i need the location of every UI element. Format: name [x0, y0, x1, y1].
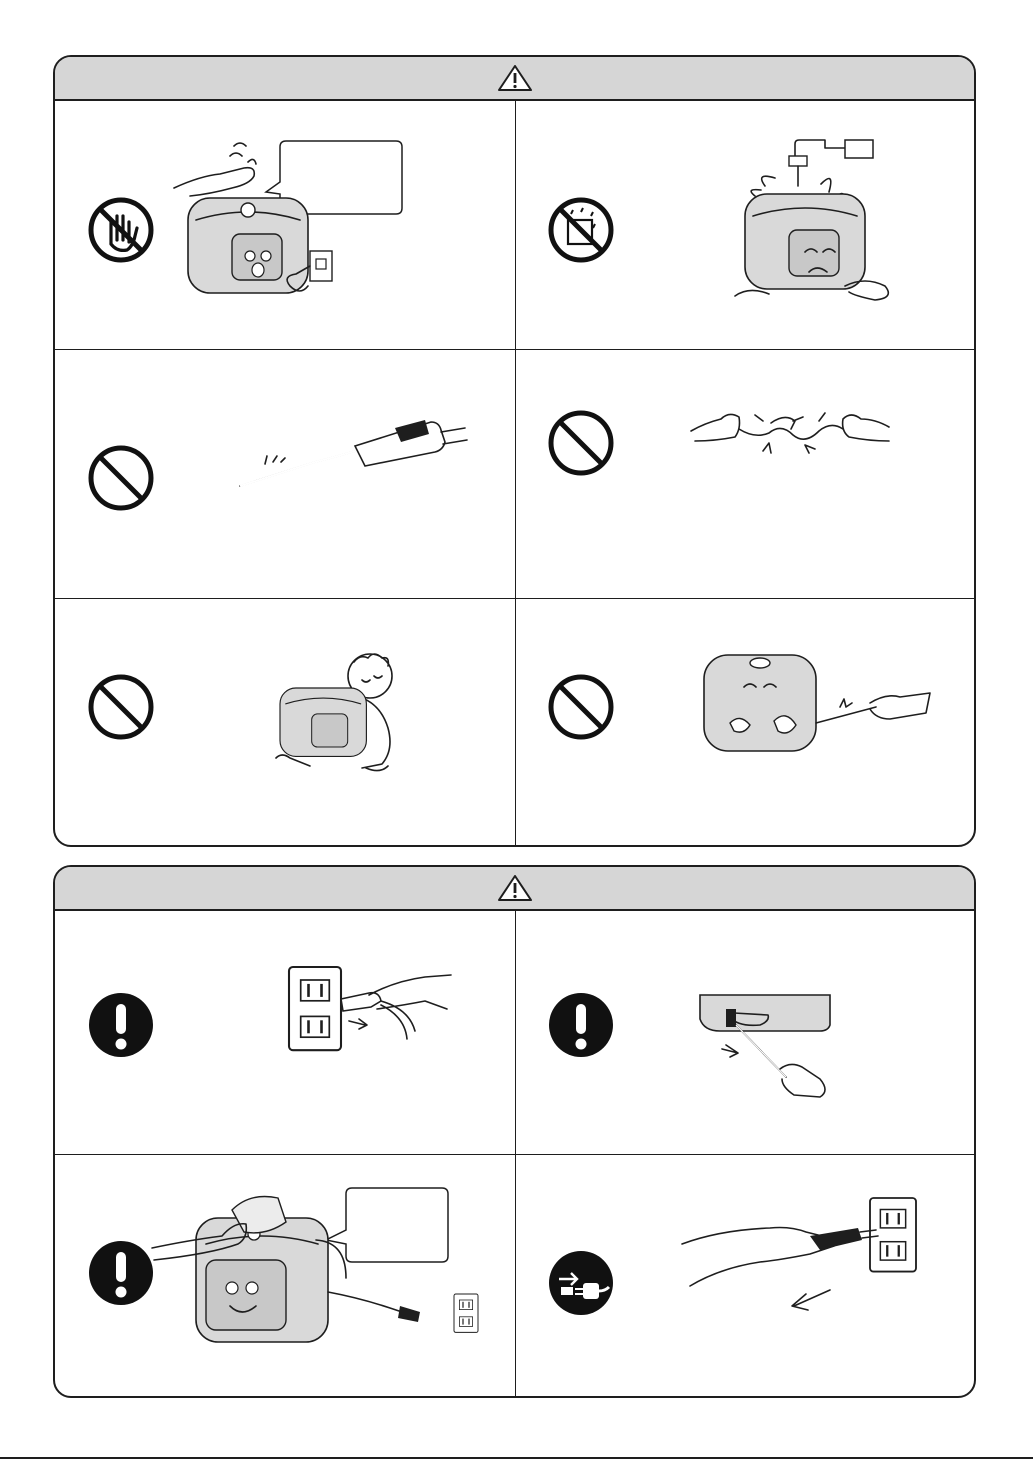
pulling-plug-from-outlet-illustration [680, 1186, 930, 1336]
warning-cell-children [55, 598, 515, 847]
prohibited-icon [87, 444, 155, 512]
pin-inserted-into-cooker-illustration [700, 653, 970, 773]
cord-inserted-into-cooker-socket-illustration [690, 991, 890, 1111]
warning-header [55, 57, 974, 101]
warning-triangle-icon [497, 64, 533, 92]
caution-cell-cord-socket [515, 911, 976, 1154]
prohibited-icon [87, 673, 155, 741]
do-not-wet-icon [547, 196, 615, 264]
damaged-power-cord-illustration [235, 404, 475, 504]
prohibited-icon [547, 409, 615, 477]
warning-cell-water [515, 101, 976, 349]
cooker-under-water-tap-illustration [725, 136, 955, 306]
caution-section [53, 865, 976, 1398]
mandatory-icon [87, 991, 155, 1059]
unplug-icon [547, 1249, 615, 1317]
warning-cell-pull-cord [515, 349, 976, 598]
mandatory-icon [87, 1239, 155, 1307]
caution-cell-cleaning [55, 1154, 515, 1398]
page-bottom-rule [0, 1457, 1033, 1459]
hand-over-steam-vent-cooker-illustration [170, 136, 470, 306]
hands-pulling-cord-illustration [685, 399, 895, 479]
warning-section [53, 55, 976, 847]
plug-inserted-fully-into-outlet-illustration [285, 961, 455, 1071]
caution-cell-plug-insert [55, 911, 515, 1154]
warning-triangle-icon [497, 874, 533, 902]
caution-cell-unplug [515, 1154, 976, 1398]
do-not-touch-icon [87, 196, 155, 264]
warning-cell-steam-vent [55, 101, 515, 349]
caution-header [55, 867, 974, 911]
wiping-cooker-with-cloth-illustration [150, 1174, 505, 1384]
warning-cell-damaged-cord [55, 349, 515, 598]
warning-cell-pins [515, 598, 976, 847]
prohibited-icon [547, 673, 615, 741]
mandatory-icon [547, 991, 615, 1059]
child-playing-with-cooker-illustration [270, 648, 420, 778]
